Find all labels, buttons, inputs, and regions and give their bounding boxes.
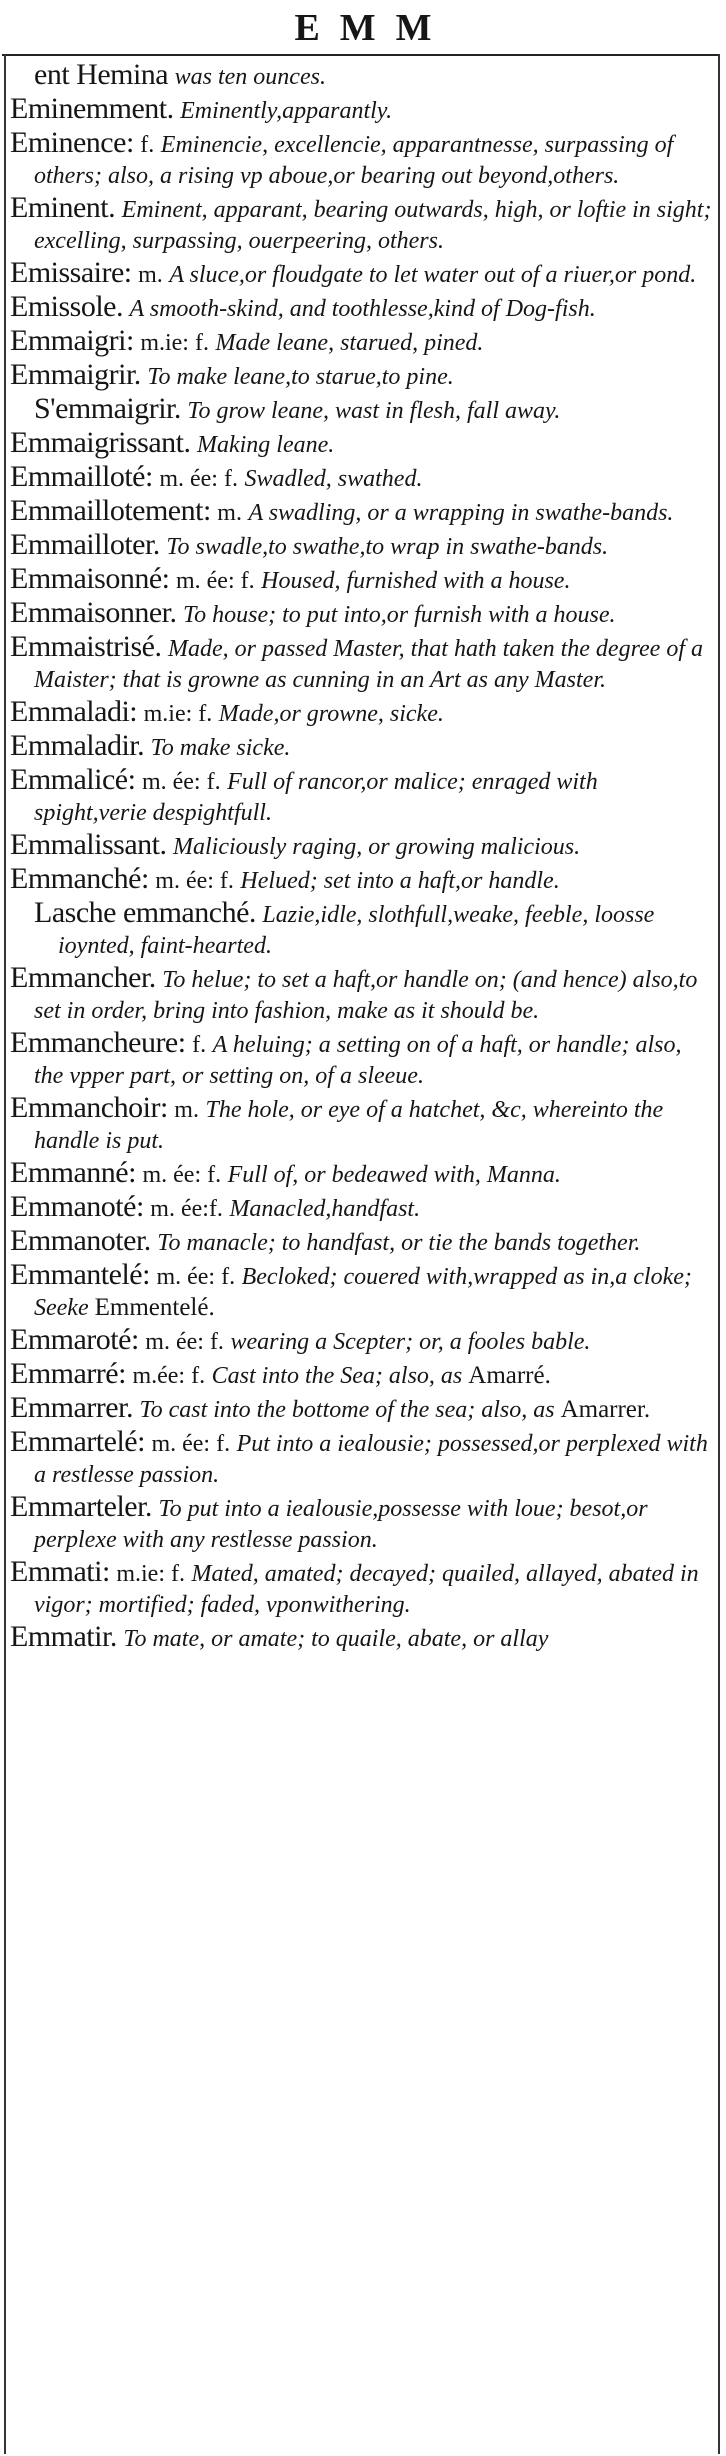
dictionary-entry	[10, 128, 716, 191]
entry-headword: Emmaisonné:	[10, 562, 170, 595]
definition-text: A smooth-skind, and toothlesse,kind of Dog-fish.	[129, 296, 596, 322]
dictionary-entry	[10, 1325, 716, 1357]
entry-headword: Emmaisonner.	[10, 596, 177, 629]
entry-definition	[173, 834, 580, 860]
entry-headword: Emmalissant.	[10, 828, 167, 861]
entry-headword: Emmaladir.	[10, 729, 145, 762]
dictionary-entry	[10, 60, 716, 92]
definition-text: Helued; set into a haft,or handle.	[240, 868, 560, 894]
definition-text: To house; to put into,or furnish with a house.	[182, 602, 616, 628]
dictionary-entry	[10, 731, 716, 763]
dictionary-entry	[10, 1393, 716, 1425]
entry-definition	[183, 602, 616, 628]
entry-headword: Emmaigri:	[10, 324, 134, 357]
definition-text: Eminencie, excellencie, apparantnesse, surpassing of others; also, a rising vp aboue,or bearing out beyond,others.	[34, 132, 674, 189]
entry-headword: Emmancher.	[10, 961, 156, 994]
entry-definition	[244, 466, 422, 492]
dictionary-entry	[10, 1427, 716, 1490]
dictionary-entry	[10, 258, 716, 290]
entry-grammar: m.ie: f.	[143, 701, 213, 727]
entry-headword: Emmarrer.	[10, 1391, 133, 1424]
entry-definition	[123, 1626, 548, 1652]
entry-definition	[139, 1397, 650, 1423]
entry-headword: Emmarteler.	[10, 1490, 152, 1523]
entry-headword: Emmanoté:	[10, 1190, 144, 1223]
entry-headword: Emmancheure:	[10, 1026, 186, 1059]
entry-headword: Eminence:	[10, 126, 134, 159]
entry-definition	[169, 262, 696, 288]
dictionary-entry	[10, 1622, 716, 1654]
definition-text: To helue; to set a haft,or handle on; (and hence) also,to set in order, bring into fashion, make as it should be.	[34, 967, 698, 1024]
definition-text: Mated, amated; decayed; quailed, allayed, abated in vigor; mortified; faded, vponwithering.	[34, 1561, 699, 1618]
entry-definition	[248, 500, 673, 526]
entry-headword: Emmantelé:	[10, 1258, 150, 1291]
left-column-rule	[4, 54, 6, 2454]
entry-headword: Emmailloté:	[10, 460, 153, 493]
dictionary-entry	[10, 765, 716, 828]
entry-definition	[151, 735, 291, 761]
definition-text: Making leane.	[196, 432, 335, 458]
definition-text: Made,or growne, sicke.	[218, 701, 444, 727]
entry-headword: Emmanné:	[10, 1156, 136, 1189]
entry-headword: Emmanché:	[10, 862, 149, 895]
dictionary-entry	[10, 394, 716, 426]
cross-reference: Emmentelé.	[94, 1294, 215, 1321]
dictionary-entry	[10, 1359, 716, 1391]
dictionary-entry	[10, 428, 716, 460]
entry-definition	[197, 432, 334, 458]
definition-text: Maliciously raging, or growing malicious.	[172, 834, 581, 860]
entry-grammar: m. ée: f.	[142, 1162, 222, 1188]
dictionary-entry	[10, 326, 716, 358]
entry-definition	[261, 568, 570, 594]
entry-definition	[180, 98, 392, 124]
dictionary-entry	[10, 530, 716, 562]
dictionary-entry	[10, 830, 716, 862]
definition-text: Cast into the Sea; also, as	[211, 1363, 463, 1389]
definition-text: A sluce,or floudgate to let water out of a riuer,or pond.	[169, 262, 697, 288]
entry-definition	[230, 1329, 590, 1355]
entry-grammar: m. ée: f.	[159, 466, 238, 492]
definition-text: To manacle; to handfast, or tie the bands together.	[157, 1230, 641, 1256]
dictionary-entry	[10, 697, 716, 729]
dictionary-entry	[10, 94, 716, 126]
dictionary-entry	[10, 864, 716, 896]
definition-text: Full of rancor,or malice; enraged with spight,verie despightfull.	[34, 769, 598, 826]
dictionary-entry	[10, 1226, 716, 1258]
entry-grammar: m. ée: f.	[155, 868, 234, 894]
entry-headword: S'emmaigrir.	[34, 392, 181, 425]
definition-text: To make sicke.	[150, 735, 291, 761]
dictionary-entry	[10, 598, 716, 630]
definition-text: A heluing; a setting on of a haft, or handle; also, the vpper part, or setting on, of a sleeue.	[34, 1032, 682, 1089]
dictionary-entry	[10, 1158, 716, 1190]
entry-headword: Emmalicé:	[10, 763, 136, 796]
entry-headword: Emmaigrissant.	[10, 426, 191, 459]
entry-definition	[228, 1162, 561, 1188]
dictionary-entry	[10, 963, 716, 1026]
dictionary-entry	[10, 1492, 716, 1555]
entry-grammar: f.	[140, 132, 155, 158]
dictionary-entry	[10, 632, 716, 695]
header-rule	[2, 54, 720, 56]
entry-grammar: m.ie: f.	[116, 1561, 185, 1587]
dictionary-entry	[10, 1260, 716, 1323]
entry-headword: Emmaladi:	[10, 695, 138, 728]
entry-headword: ent Hemina	[34, 58, 169, 91]
cross-reference: Amarré.	[468, 1362, 551, 1389]
entry-headword: Emmaillotement:	[10, 494, 211, 527]
entry-definition	[175, 64, 326, 90]
cross-reference: Amarrer.	[560, 1396, 651, 1423]
entry-definition	[240, 868, 559, 894]
entry-headword: Eminent.	[10, 191, 116, 224]
definition-text: Housed, furnished with a house.	[261, 568, 571, 594]
entry-grammar: m.	[174, 1097, 199, 1123]
entry-definition	[187, 398, 560, 424]
entry-grammar: m.ée: f.	[132, 1363, 206, 1389]
entry-list	[10, 60, 716, 1656]
entry-definition	[147, 364, 453, 390]
entry-headword: Emissaire:	[10, 256, 132, 289]
entry-grammar: m.	[138, 262, 163, 288]
dictionary-entry	[10, 1557, 716, 1620]
entry-grammar: m. ée:f.	[150, 1196, 223, 1222]
entry-headword: Emmanoter.	[10, 1224, 151, 1257]
entry-grammar: m. ée: f.	[145, 1329, 224, 1355]
dictionary-entry	[10, 292, 716, 324]
entry-grammar: m. ée: f.	[151, 1431, 231, 1457]
entry-grammar: f.	[192, 1032, 207, 1058]
entry-headword: Emmailloter.	[10, 528, 160, 561]
dictionary-entry	[10, 898, 716, 961]
dictionary-entry	[10, 1192, 716, 1224]
definition-text: The hole, or eye of a hatchet, &c, whereinto the handle is put.	[34, 1097, 664, 1154]
entry-headword: Emmartelé:	[10, 1425, 145, 1458]
dictionary-entry	[10, 462, 716, 494]
definition-text: was ten ounces.	[174, 64, 326, 90]
dictionary-entry	[10, 193, 716, 256]
entry-grammar: m. ée: f.	[141, 769, 221, 795]
definition-text: Full of, or bedeawed with, Manna.	[227, 1162, 561, 1188]
definition-text: Eminent, apparant, bearing outwards, high, or loftie in sight; excelling, surpassing, ouerpeering, others.	[34, 197, 712, 254]
entry-headword: Eminemment.	[10, 92, 174, 125]
entry-definition	[229, 1196, 420, 1222]
definition-text: A swadling, or a wrapping in swathe-bands.	[248, 500, 674, 526]
entry-headword: Emmanchoir:	[10, 1091, 168, 1124]
definition-text: Lazie,idle, slothfull,weake, feeble, loosse ioynted, faint-hearted.	[58, 902, 655, 959]
dictionary-entry	[10, 1028, 716, 1091]
entry-grammar: m.	[217, 500, 242, 526]
entry-headword: Emmatir.	[10, 1620, 117, 1653]
dictionary-entry	[10, 564, 716, 596]
definition-text: Put into a iealousie; possessed,or perplexed with a restlesse passion.	[34, 1431, 708, 1488]
dictionary-entry	[10, 360, 716, 392]
entry-definition	[215, 330, 483, 356]
definition-text: To grow leane, wast in flesh, fall away.	[187, 398, 561, 424]
definition-text: Becloked; couered with,wrapped as in,a cloke; Seeke	[34, 1264, 692, 1321]
entry-definition	[166, 534, 608, 560]
entry-definition	[212, 1363, 551, 1389]
entry-definition	[219, 701, 444, 727]
entry-definition	[34, 197, 711, 254]
entry-headword: Emmati:	[10, 1555, 110, 1588]
definition-text: wearing a Scepter; or, a fooles bable.	[230, 1329, 591, 1355]
entry-headword: Emmaigrir.	[10, 358, 141, 391]
definition-text: To put into a iealousie,possesse with loue; besot,or perplexe with any restlesse passion.	[34, 1496, 648, 1553]
dictionary-entry	[10, 496, 716, 528]
entry-headword: Emmaistrisé.	[10, 630, 162, 663]
definition-text: To cast into the bottome of the sea; also, as	[139, 1397, 555, 1423]
definition-text: Manacled,handfast.	[229, 1196, 421, 1222]
entry-grammar: m. ée: f.	[175, 568, 255, 594]
entry-headword: Emissole.	[10, 290, 123, 323]
page-header: EMM	[294, 7, 452, 49]
entry-definition	[157, 1230, 640, 1256]
right-column-rule	[718, 54, 720, 2454]
definition-text: Made, or passed Master, that hath taken the degree of a Maister; that is growne as cunning in an Art as any Master.	[34, 636, 704, 693]
definition-text: To mate, or amate; to quaile, abate, or allay	[123, 1626, 549, 1652]
entry-grammar: m. ée: f.	[156, 1264, 236, 1290]
entry-headword: Lasche emmanché.	[34, 896, 256, 929]
entry-headword: Emmaroté:	[10, 1323, 139, 1356]
dictionary-entry	[10, 1093, 716, 1156]
definition-text: Swadled, swathed.	[244, 466, 423, 492]
entry-definition	[130, 296, 596, 322]
definition-text: To swadle,to swathe,to wrap in swathe-bands.	[166, 534, 609, 560]
definition-text: To make leane,to starue,to pine.	[147, 364, 454, 390]
definition-text: Made leane, starued, pined.	[215, 330, 484, 356]
definition-text: Eminently,apparantly.	[180, 98, 393, 124]
entry-grammar: m.ie: f.	[140, 330, 209, 356]
entry-headword: Emmarré:	[10, 1357, 126, 1390]
